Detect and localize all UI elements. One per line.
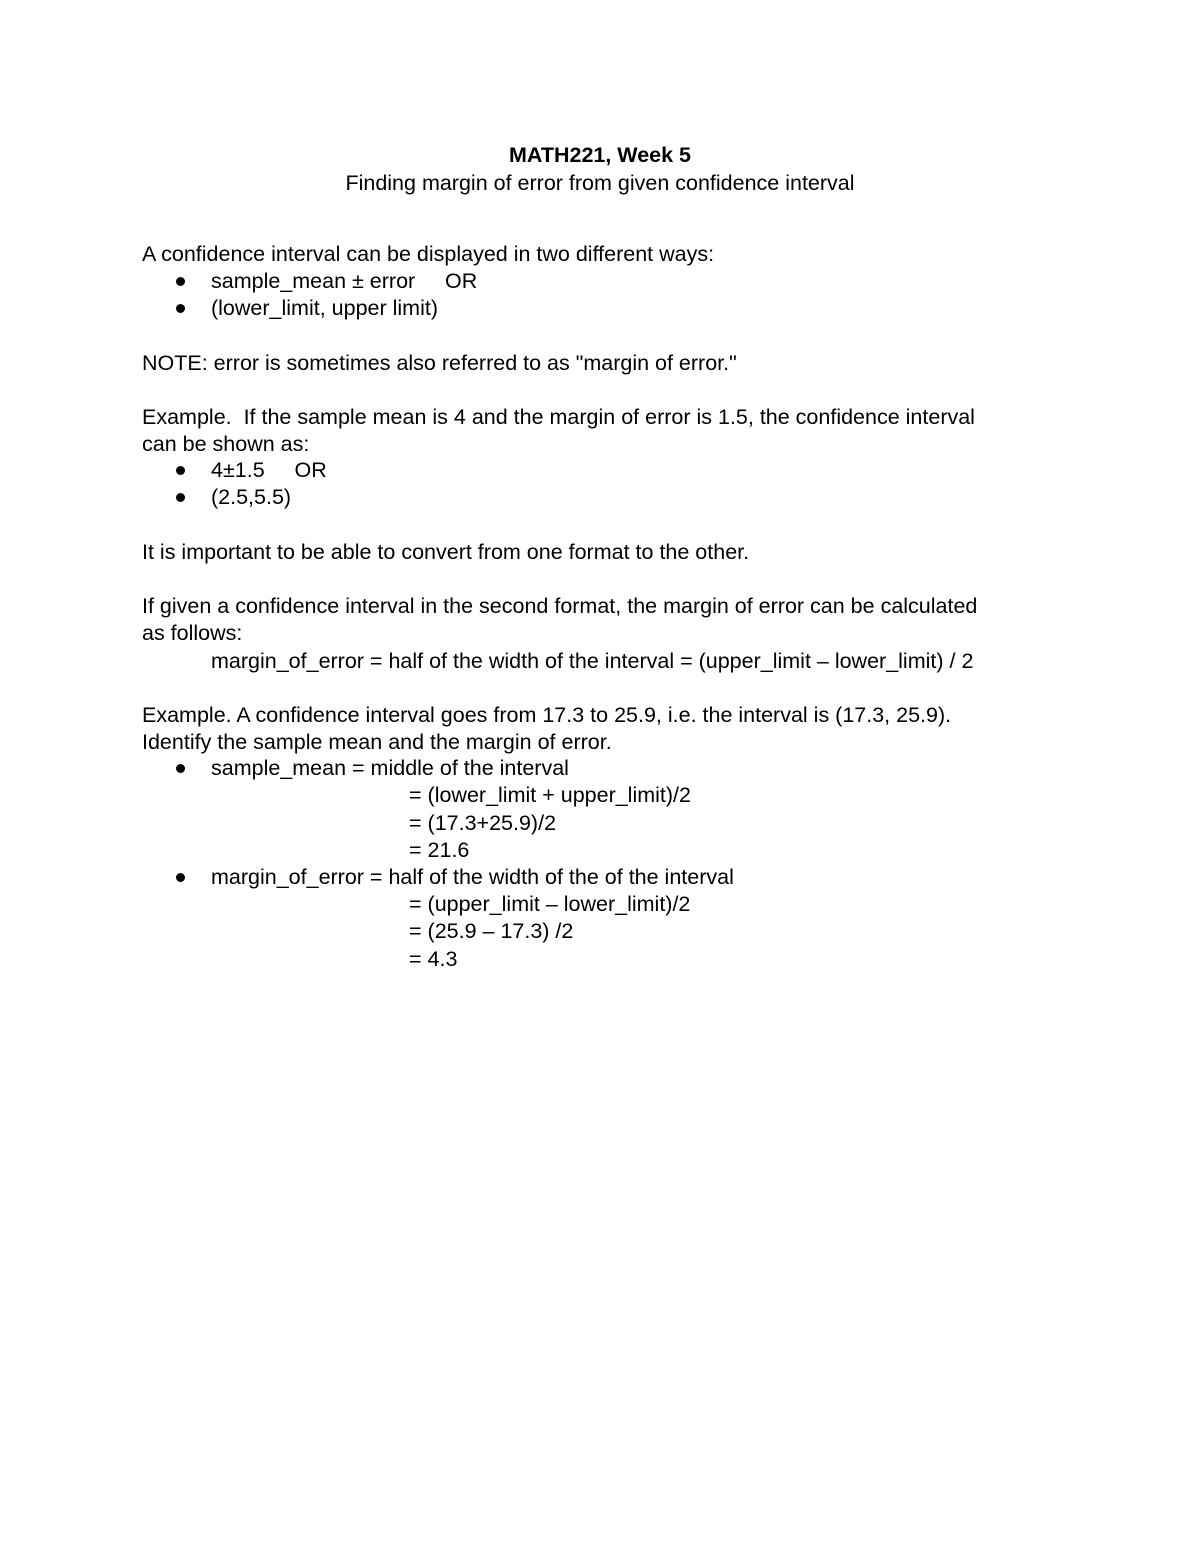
margin-step-3: = (25.9 – 17.3) /2 bbox=[409, 919, 574, 943]
bullet-icon bbox=[176, 873, 185, 882]
format-item-2: (lower_limit, upper limit) bbox=[211, 296, 438, 320]
example2-line-1: Example. A confidence interval goes from 17.3 to 25.9, i.e. the interval is (17.3, 25.9). bbox=[142, 703, 952, 727]
bullet-icon bbox=[176, 764, 185, 773]
example1-item-1: 4±1.5 OR bbox=[211, 458, 327, 482]
note-text: NOTE: error is sometimes also referred to as "margin of error." bbox=[142, 351, 737, 375]
document-title: MATH221, Week 5 bbox=[508, 143, 692, 167]
bullet-icon bbox=[176, 304, 185, 313]
given-line-2: as follows: bbox=[142, 621, 243, 645]
example1-line-1: Example. If the sample mean is 4 and the margin of error is 1.5, the confidence interval bbox=[142, 405, 975, 429]
bullet-icon bbox=[176, 466, 185, 475]
sample-mean-step-1: sample_mean = middle of the interval bbox=[211, 756, 569, 780]
document-subtitle: Finding margin of error from given confidence interval bbox=[345, 171, 855, 195]
margin-step-2: = (upper_limit – lower_limit)/2 bbox=[409, 892, 691, 916]
sample-mean-step-2: = (lower_limit + upper_limit)/2 bbox=[409, 783, 691, 807]
example1-line-2: can be shown as: bbox=[142, 432, 310, 456]
bullet-icon bbox=[176, 277, 185, 286]
example1-item-2: (2.5,5.5) bbox=[211, 485, 292, 509]
sample-mean-step-4: = 21.6 bbox=[409, 838, 470, 862]
given-line-1: If given a confidence interval in the second format, the margin of error can be calculated bbox=[142, 594, 978, 618]
sample-mean-step-3: = (17.3+25.9)/2 bbox=[409, 811, 557, 835]
formula-text: margin_of_error = half of the width of the interval = (upper_limit – lower_limit) / 2 bbox=[211, 649, 974, 673]
bullet-icon bbox=[176, 493, 185, 502]
margin-step-1: margin_of_error = half of the width of the of the interval bbox=[211, 865, 734, 889]
format-item-1: sample_mean ± error OR bbox=[211, 269, 478, 293]
margin-step-4: = 4.3 bbox=[409, 947, 458, 971]
important-text: It is important to be able to convert from one format to the other. bbox=[142, 540, 750, 564]
example2-line-2: Identify the sample mean and the margin of error. bbox=[142, 730, 612, 754]
intro-text: A confidence interval can be displayed in two different ways: bbox=[142, 242, 715, 266]
